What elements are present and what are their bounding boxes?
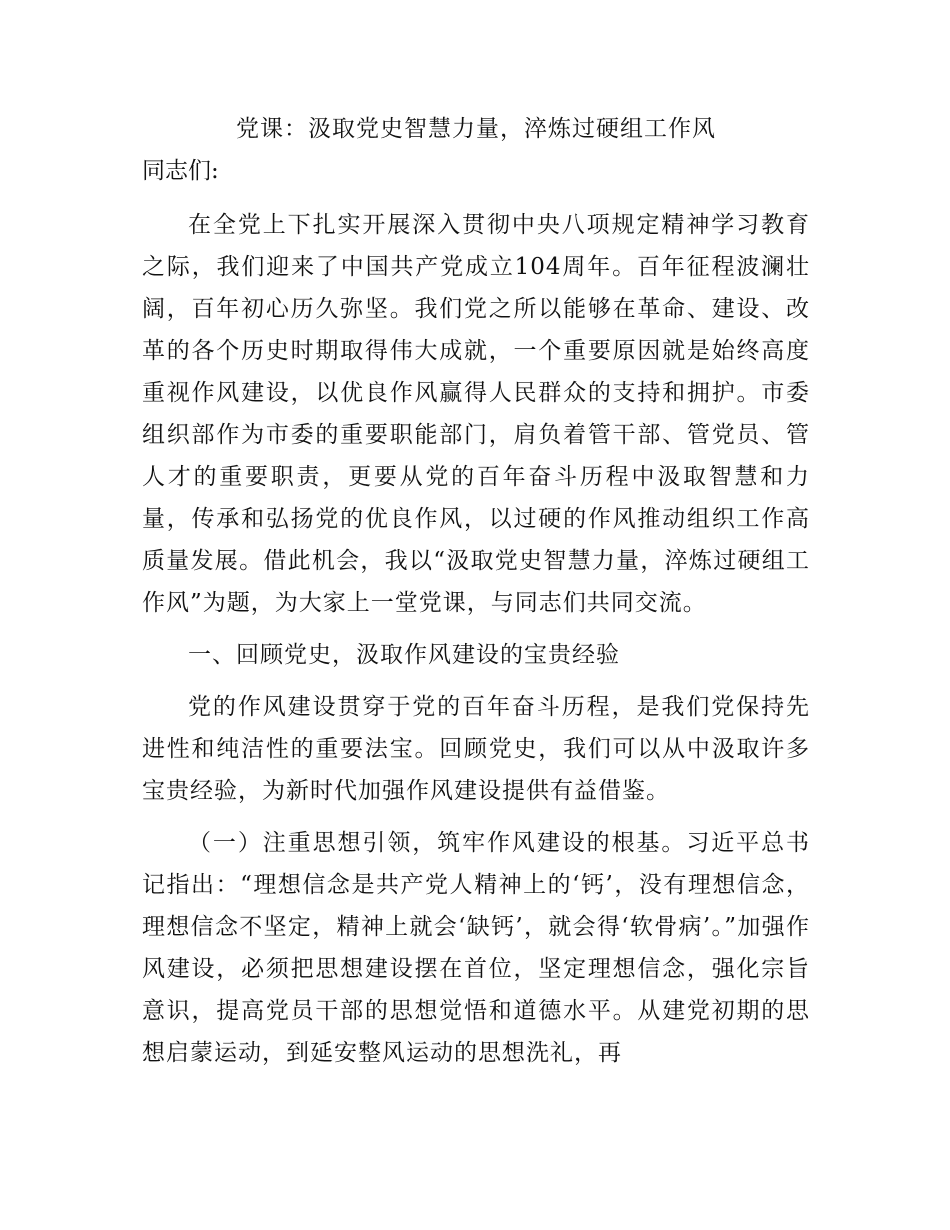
paragraph-section-intro: 党的作风建设贯穿于党的百年奋斗历程，是我们党保持先进性和纯洁性的重要法宝。回顾党史，我们可以从中汲取许多宝贵经验，为新时代加强作风建设提供有益借鉴。: [142, 694, 810, 804]
salutation: 同志们:: [142, 158, 219, 184]
paragraph-subsection-1: （一）注重思想引领，筑牢作风建设的根基。习近平总书记指出：“理想信念是共产党人精神上的‘钙’，没有理想信念，理想信念不坚定，精神上就会‘缺钙’，就会得‘软骨病’。”加强作风建设，必须把思想建设摆在首位，坚定理想信念，强化宗旨意识，提高党员干部的思想觉悟和道德水平。从建党初期的思想启蒙运动，到延安整风运动的思想洗礼，再: [142, 830, 810, 1066]
section-heading: 一、回顾党史，汲取作风建设的宝贵经验: [188, 642, 620, 668]
document-title: 党课：汲取党史智慧力量，淬炼过硬组工作风: [236, 116, 716, 142]
paragraph-intro: 在全党上下扎实开展深入贯彻中央八项规定精神学习教育之际，我们迎来了中国共产党成立104周年。百年征程波澜壮阔，百年初心历久弥坚。我们党之所以能够在革命、建设、改革的各个历史时期取得伟大成就，一个重要原因就是始终高度重视作风建设，以优良作风赢得人民群众的支持和拥护。市委组织部作为市委的重要职能部门，肩负着管干部、管党员、管人才的重要职责，更要从党的百年奋斗历程中汲取智慧和力量，传承和弘扬党的优良作风，以过硬的作风推动组织工作高质量发展。借此机会，我以“汲取党史智慧力量，淬炼过硬组工作风”为题，为大家上一堂党课，与同志们共同交流。: [142, 212, 810, 616]
document-body: [142, 108, 810, 1074]
